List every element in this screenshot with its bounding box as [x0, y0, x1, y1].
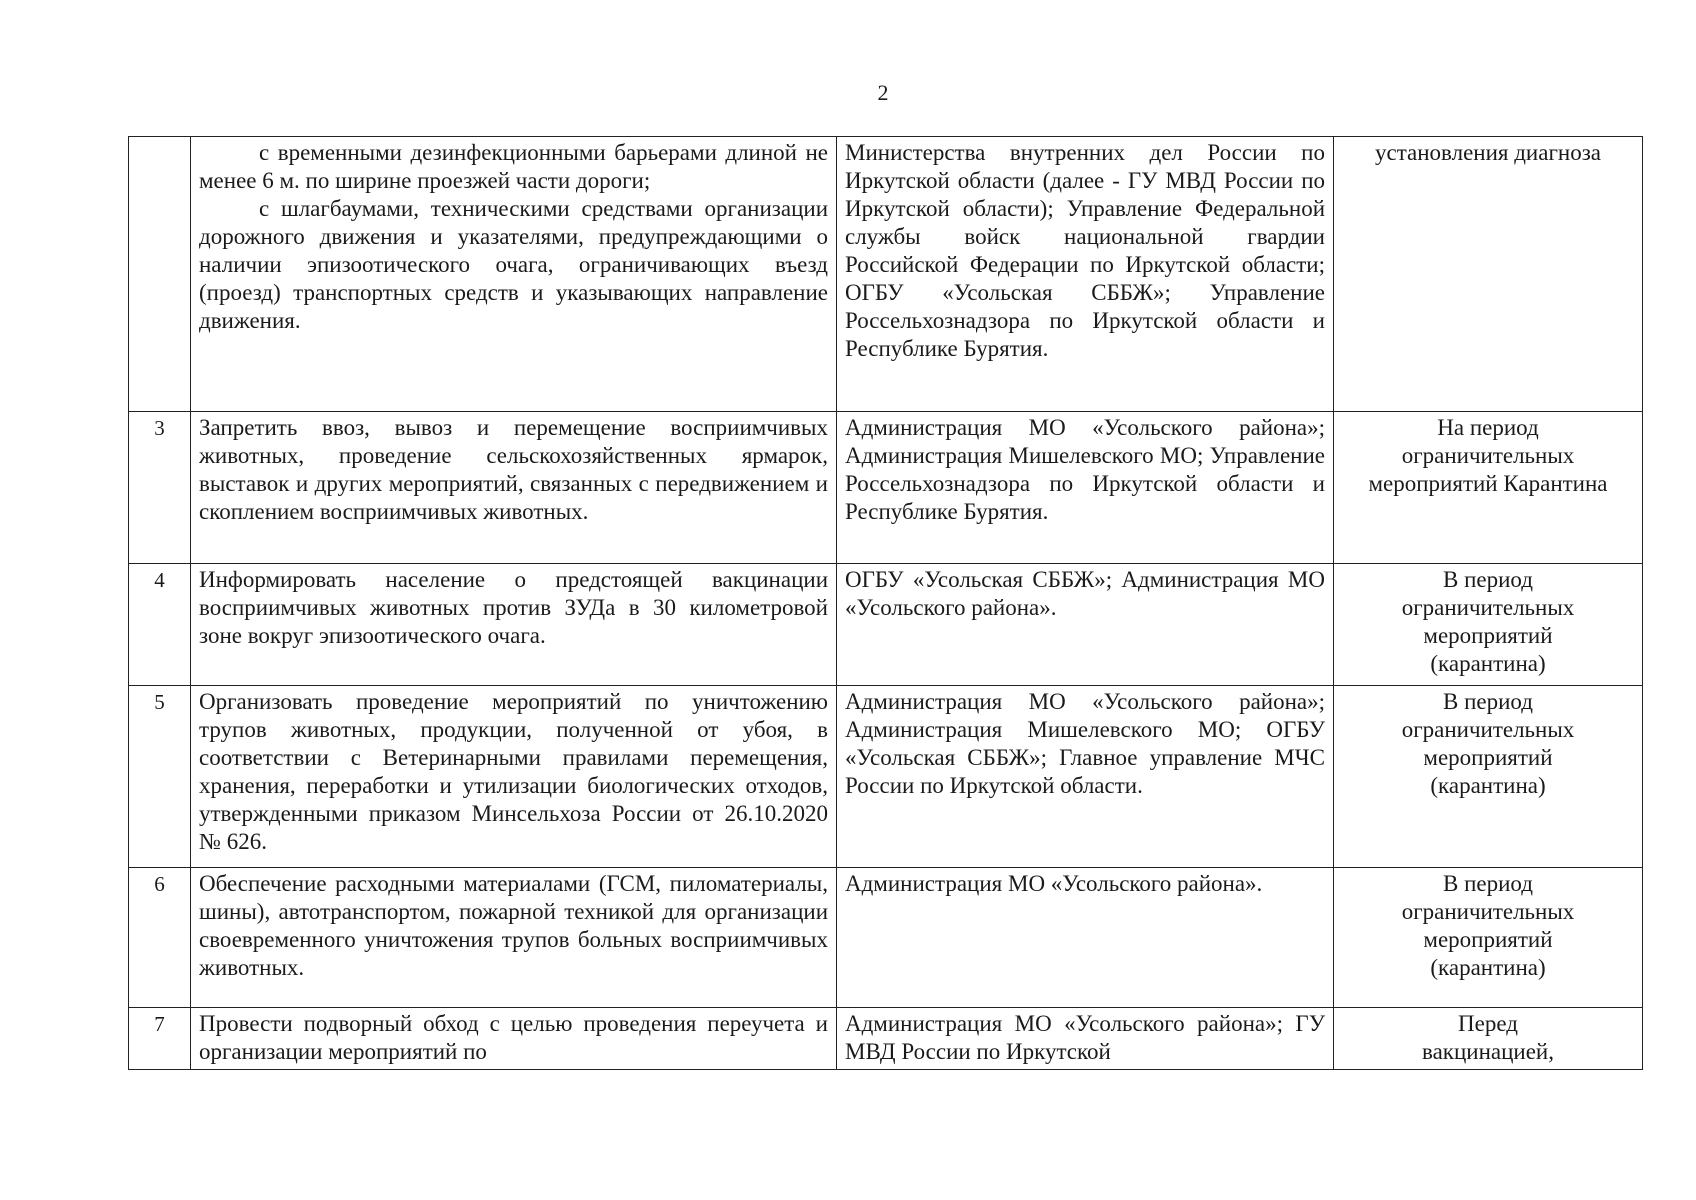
term-line: ограничительных: [1401, 717, 1575, 742]
executors-cell: Администрация МО «Усольского района»; Администрация Мишелевского МО; Управление Россельхознадзора по Иркутской области и Республике Бурятия.: [837, 412, 1334, 564]
action-paragraph: с шлагбаумами, техническими средствами организации дорожного движения и указателями, предупреждающими о наличии эпизоотического очага, ограничивающих въезд (проезд) транспортных средств и указывающих направление движения.: [199, 196, 828, 333]
executors-cell: ОГБУ «Усольская СББЖ»; Администрация МО «Усольского района».: [837, 564, 1334, 686]
row-number: 4: [129, 564, 191, 686]
executors-cell: Администрация МО «Усольского района»; Администрация Мишелевского МО; ОГБУ «Усольская СББЖ»; Главное управление МЧС России по Иркутской области.: [837, 686, 1334, 868]
term-cell: [1334, 686, 1643, 868]
term-line: мероприятий: [1423, 745, 1553, 770]
table-row: [129, 1008, 1643, 1070]
term-line: (карантина): [1430, 773, 1546, 798]
action-cell: [191, 1008, 837, 1070]
table-row: [129, 868, 1643, 1008]
table-row: [129, 564, 1643, 686]
action-paragraph: с временными дезинфекционными барьерами длиной не менее 6 м. по ширине проезжей части дороги;: [199, 140, 828, 193]
action-paragraph: Провести подворный обход с целью проведения переучета и организации мероприятий по: [199, 1011, 828, 1064]
term-line: мероприятий: [1423, 623, 1553, 648]
action-paragraph: Информировать население о предстоящей вакцинации восприимчивых животных против ЗУДа в 30 километровой зоне вокруг эпизоотического очага.: [199, 567, 828, 648]
term-cell: [1334, 412, 1643, 564]
executors-cell: Администрация МО «Усольского района».: [837, 868, 1334, 1008]
row-number: 5: [129, 686, 191, 868]
action-paragraph: Обеспечение расходными материалами (ГСМ, пиломатериалы, шины), автотранспортом, пожарной техникой для организации своевременного уничтожения трупов больных восприимчивых животных.: [199, 871, 828, 980]
executors-cell: Министерства внутренних дел России по Иркутской области (далее - ГУ МВД России по Иркутской области); Управление Федеральной службы войск национальной гвардии Российской Федерации по Иркутской области; ОГБУ «Усольская СББЖ»; Управление Россельхознадзора по Иркутской области и Республике Бурятия.: [837, 137, 1334, 412]
action-paragraph: Организовать проведение мероприятий по уничтожению трупов животных, продукции, полученной от убоя, в соответствии с Ветеринарными правилами перемещения, хранения, переработки и утилизации биологических отходов, утвержденными приказом Минсельхоза России от 26.10.2020 № 626.: [199, 689, 828, 854]
executors-cell: Администрация МО «Усольского района»; ГУ МВД России по Иркутской: [837, 1008, 1334, 1070]
term-line: В период: [1443, 871, 1533, 896]
term-line: вакцинацией,: [1422, 1039, 1554, 1064]
table-row: [129, 412, 1643, 564]
term-line: мероприятий: [1423, 927, 1553, 952]
measures-table: [128, 136, 1643, 1070]
term-cell: [1334, 868, 1643, 1008]
row-number: 6: [129, 868, 191, 1008]
term-line: ограничительных: [1401, 443, 1575, 468]
term-line: На период: [1437, 415, 1539, 440]
term-line: (карантина): [1430, 955, 1546, 980]
page-number: 2: [877, 80, 889, 105]
row-number: 7: [129, 1008, 191, 1070]
term-line: ограничительных: [1401, 899, 1575, 924]
action-paragraph: Запретить ввоз, вывоз и перемещение восприимчивых животных, проведение сельскохозяйственных ярмарок, выставок и других мероприятий, связанных с передвижением и скоплением восприимчивых животных.: [199, 415, 828, 524]
action-cell: [191, 412, 837, 564]
term-cell: [1334, 1008, 1643, 1070]
action-cell: [191, 137, 837, 412]
term-line: ограничительных: [1401, 595, 1575, 620]
term-line: Перед: [1458, 1011, 1518, 1036]
action-cell: [191, 686, 837, 868]
term-line: В период: [1443, 689, 1533, 714]
table-row: [129, 137, 1643, 412]
term-line: установления диагноза: [1374, 140, 1601, 165]
row-number: [129, 137, 191, 412]
term-line: мероприятий Карантина: [1368, 471, 1608, 496]
term-line: В период: [1443, 567, 1533, 592]
term-cell: [1334, 137, 1643, 412]
row-number: 3: [129, 412, 191, 564]
action-cell: [191, 868, 837, 1008]
term-line: (карантина): [1430, 651, 1546, 676]
table-row: [129, 686, 1643, 868]
term-cell: [1334, 564, 1643, 686]
action-cell: [191, 564, 837, 686]
